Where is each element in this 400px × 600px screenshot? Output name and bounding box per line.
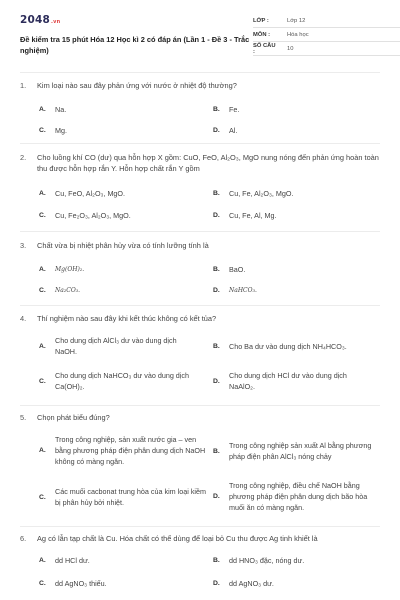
option-text: Na₂CO₃. xyxy=(55,287,81,294)
meta-class-key: LỚP : xyxy=(253,17,269,24)
question-5 xyxy=(20,412,382,524)
meta-subject xyxy=(253,28,400,42)
option-text: Cho Ba dư vào dung dịch NH₄HCO₃. xyxy=(229,342,347,351)
question-number: 2. xyxy=(20,153,27,162)
divider xyxy=(20,405,380,406)
option-text: Mg(OH)₂. xyxy=(55,266,85,273)
meta-class xyxy=(253,14,400,28)
option-text: BaO. xyxy=(229,265,246,274)
question-body: Chất vừa bị nhiệt phân hủy vừa có tính lưỡng tính là xyxy=(37,241,209,250)
option-a[interactable] xyxy=(39,188,209,199)
divider xyxy=(20,72,380,73)
meta-class-value: Lớp 12 xyxy=(287,17,306,24)
option-letter: A. xyxy=(39,447,46,454)
option-d[interactable] xyxy=(213,125,363,136)
option-b[interactable] xyxy=(213,341,378,352)
option-letter: A. xyxy=(39,557,46,564)
option-text: Trong công nghiệp, điều chế NaOH bằng phương pháp điện phân dung dịch bão hòa muối ăn có màng ngăn. xyxy=(229,481,368,512)
option-letter: C. xyxy=(39,127,46,134)
option-letter: D. xyxy=(213,287,220,294)
option-letter: B. xyxy=(213,448,220,455)
option-c[interactable] xyxy=(39,210,209,221)
question-number: 3. xyxy=(20,241,27,250)
option-letter: A. xyxy=(39,106,46,113)
option-text: Trong công nghiệp sản xuất Al bằng phương pháp điện phân AlCl₃ nóng chảy xyxy=(229,441,372,461)
question-number: 5. xyxy=(20,413,27,422)
option-letter: A. xyxy=(39,266,46,273)
option-c[interactable] xyxy=(39,578,189,589)
meta-count xyxy=(253,42,400,56)
option-a[interactable] xyxy=(39,264,189,275)
option-c[interactable] xyxy=(39,125,189,136)
question-6 xyxy=(20,533,382,597)
option-text: NaHCO₃. xyxy=(229,287,257,294)
option-text: Cu, Fe, Al₂O₃, MgO. xyxy=(229,189,294,198)
option-c[interactable] xyxy=(39,486,209,510)
question-2 xyxy=(20,152,382,232)
option-b[interactable] xyxy=(213,264,363,275)
option-text: Cu, FeO, Al₂O₃, MgO. xyxy=(55,189,126,198)
option-b[interactable] xyxy=(213,555,363,566)
option-text: dd AgNO₃ thiếu. xyxy=(55,579,107,588)
option-text: Cho dung dịch AlCl₃ dư vào dung dịch NaOH. xyxy=(55,336,177,356)
question-body: Thí nghiệm nào sau đây khi kết thúc không có kết tủa? xyxy=(37,314,217,323)
option-text: Cho dung dịch NaHCO₃ dư vào dung dịch Ca(OH)₂. xyxy=(55,371,189,391)
option-letter: A. xyxy=(39,343,46,350)
meta-subject-value: Hóa học xyxy=(287,31,309,38)
option-letter: B. xyxy=(213,266,220,273)
option-letter: C. xyxy=(39,212,46,219)
option-letter: B. xyxy=(213,106,220,113)
page-header xyxy=(20,14,382,60)
question-body: Kim loại nào sau đây phản ứng với nước ở nhiệt độ thường? xyxy=(37,81,237,90)
option-letter: C. xyxy=(39,287,46,294)
option-letter: D. xyxy=(213,378,220,385)
option-letter: B. xyxy=(213,343,220,350)
question-body: Cho luồng khí CO (dư) qua hỗn hợp X gồm: CuO, FeO, Al₂O₃, MgO nung nóng đến phản ứng hoàn toàn thu được hỗn hợp rắn Y. Hỗn hợp chất rắn Y gồm xyxy=(37,153,379,173)
option-a[interactable] xyxy=(39,104,189,115)
option-text: Cu, Fe, Al, Mg. xyxy=(229,211,277,220)
option-letter: C. xyxy=(39,580,46,587)
option-text: dd HNO₃ đặc, nóng dư. xyxy=(229,556,305,565)
exam-meta xyxy=(253,14,400,56)
option-text: Fe. xyxy=(229,105,240,114)
question-3 xyxy=(20,240,382,300)
option-text: Mg. xyxy=(55,126,67,135)
question-number: 4. xyxy=(20,314,27,323)
meta-count-value: 10 xyxy=(287,45,294,52)
option-letter: D. xyxy=(213,127,220,134)
option-text: Các muối cacbonat trung hòa của kim loại kiềm bị phân hủy bởi nhiệt. xyxy=(55,487,207,507)
option-letter: B. xyxy=(213,190,220,197)
option-b[interactable] xyxy=(213,104,363,115)
option-c[interactable] xyxy=(39,370,209,394)
option-letter: D. xyxy=(213,580,220,587)
option-b[interactable] xyxy=(213,188,378,199)
meta-subject-key: MÔN : xyxy=(253,31,271,38)
option-a[interactable] xyxy=(39,434,209,468)
option-d[interactable] xyxy=(213,370,373,394)
option-d[interactable] xyxy=(213,480,381,514)
divider xyxy=(20,305,380,306)
question-number: 1. xyxy=(20,81,27,90)
option-letter: D. xyxy=(213,493,220,500)
option-c[interactable] xyxy=(39,285,189,296)
option-text: Cu, Fe₂O₃, Al₂O₃, MgO. xyxy=(55,211,131,220)
question-body: Ag có lẫn tạp chất là Cu. Hóa chất có thể dùng để loại bỏ Cu thu được Ag tinh khiết là xyxy=(37,534,318,543)
option-letter: A. xyxy=(39,190,46,197)
option-text: dd AgNO₃ dư. xyxy=(229,579,274,588)
option-b[interactable] xyxy=(213,440,381,464)
divider xyxy=(20,231,380,232)
divider xyxy=(20,526,380,527)
meta-count-key: SỐ CÂU : xyxy=(253,42,276,55)
option-a[interactable] xyxy=(39,335,199,359)
option-text: Cho dung dịch HCl dư vào dung dịch NaAlO₂. xyxy=(229,371,347,391)
option-d[interactable] xyxy=(213,578,363,589)
question-1 xyxy=(20,80,382,140)
question-body: Chọn phát biểu đúng? xyxy=(37,413,110,422)
option-text: dd HCl dư. xyxy=(55,556,90,565)
page-title: Đề kiểm tra 15 phút Hóa 12 Học kì 2 có đáp án (Lần 1 - Đề 3 - Trắc nghiệm) xyxy=(20,35,250,55)
option-letter: C. xyxy=(39,494,46,501)
option-letter: B. xyxy=(213,557,220,564)
option-d[interactable] xyxy=(213,210,378,221)
option-text: Trong công nghiệp, sản xuất nước gia – ven bằng phương pháp điện phân dung dịch NaOH không có màng ngăn. xyxy=(55,435,206,466)
option-text: Na. xyxy=(55,105,67,114)
question-number: 6. xyxy=(20,534,27,543)
option-d[interactable] xyxy=(213,285,363,296)
option-letter: C. xyxy=(39,378,46,385)
divider xyxy=(20,143,380,144)
option-letter: D. xyxy=(213,212,220,219)
site-logo[interactable]: 2048.vn xyxy=(20,14,61,26)
question-4 xyxy=(20,313,382,405)
option-text: Al. xyxy=(229,126,238,135)
option-a[interactable] xyxy=(39,555,189,566)
